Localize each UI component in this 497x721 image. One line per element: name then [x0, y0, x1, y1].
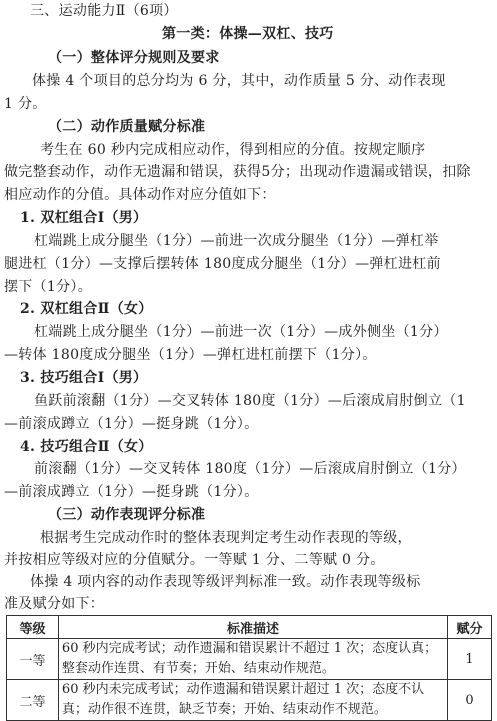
- item-title: 2. 双杠组合Ⅱ（女）: [20, 301, 153, 317]
- paragraph-line: 1 分。: [4, 96, 47, 112]
- paragraph-line: 并按相应等级对应的分值赋分。一等赋 1 分、二等赋 0 分。: [4, 552, 385, 568]
- table-row: [7, 639, 492, 680]
- paragraph-line: 考生在 60 秒内完成相应动作，得到相应的分值。按规定顺序: [40, 142, 426, 158]
- paragraph-line: 做完整套动作，动作无遗漏和错误，获得5分；出现动作遗漏或错误，扣除: [4, 164, 471, 180]
- score-cell: 0: [448, 680, 492, 721]
- section-heading: 三、运动能力Ⅱ（6项）: [30, 3, 178, 19]
- item-title: 4. 技巧组合Ⅱ（女）: [20, 439, 153, 455]
- item-title: 3. 技巧组合Ⅰ（男）: [20, 370, 148, 386]
- paragraph-line: 杠端跳上成分腿坐（1分）—前进一次（1分）—成外侧坐（1分）: [34, 324, 448, 340]
- score-cell: 1: [448, 639, 492, 680]
- paragraph-line: 摆下（1分）。: [4, 279, 93, 295]
- item-title: 1. 双杠组合Ⅰ（男）: [20, 210, 148, 226]
- table-row: [7, 680, 492, 721]
- part1-heading: （一）整体评分规则及要求: [48, 50, 220, 66]
- column-header-description: 标准描述: [58, 616, 447, 639]
- category-title: 第一类：体操—双杠、技巧: [162, 26, 334, 42]
- paragraph-line: 体操 4 项内容的动作表现等级评判标准一致。动作表现等级标: [30, 574, 421, 590]
- part3-heading: （三）动作表现评分标准: [48, 507, 206, 523]
- paragraph-line: —转体 180度成分腿坐（1分）—弹杠进杠前摆下（1分）。: [4, 347, 377, 363]
- part2-heading: （二）动作质量赋分标准: [48, 119, 206, 135]
- paragraph-line: 腿进杠（1分）—支撑后摆转体 180度成分腿坐（1分）—弹杠进杠前: [4, 256, 441, 272]
- column-header-score: 赋分: [448, 616, 492, 639]
- paragraph-line: 前滚翻（1分）—交叉转体 180度（1分）—后滚成肩肘倒立（1分）: [34, 461, 466, 477]
- paragraph-line: —前滚成蹲立（1分）—挺身跳（1分）。: [4, 484, 259, 500]
- grading-table: [6, 615, 492, 721]
- grade-cell: 一等: [7, 639, 59, 680]
- paragraph-line: 准及赋分如下：: [4, 596, 105, 612]
- grade-cell: 二等: [7, 680, 59, 721]
- description-cell: 60 秒内完成考试；动作遗漏和错误累计不超过 1 次；态度认真；整套动作连贯、有节奏；开始、结束动作规范。: [58, 639, 447, 680]
- paragraph-line: 杠端跳上成分腿坐（1分）—前进一次成分腿坐（1分）—弹杠举: [34, 233, 439, 249]
- description-cell: 60 秒内未完成考试；动作遗漏和错误累计超过 1 次；态度不认真；动作很不连贯，缺乏节奏；开始、结束动作不规范。: [58, 680, 447, 721]
- column-header-grade: 等级: [7, 616, 59, 639]
- paragraph-line: 相应动作的分值。具体动作对应分值如下：: [4, 187, 276, 203]
- paragraph-line: —前滚成蹲立（1分）—挺身跳（1分）。: [4, 416, 259, 432]
- table-header-row: [7, 616, 492, 639]
- paragraph-line: 鱼跃前滚翻（1分）—交叉转体 180度（1分）—后滚成肩肘倒立（1: [34, 393, 466, 409]
- paragraph-line: 根据考生完成动作时的整体表现判定考生动作表现的等级，: [40, 530, 412, 546]
- paragraph-line: 体操 4 个项目的总分均为 6 分，其中，动作质量 5 分、动作表现: [32, 73, 446, 89]
